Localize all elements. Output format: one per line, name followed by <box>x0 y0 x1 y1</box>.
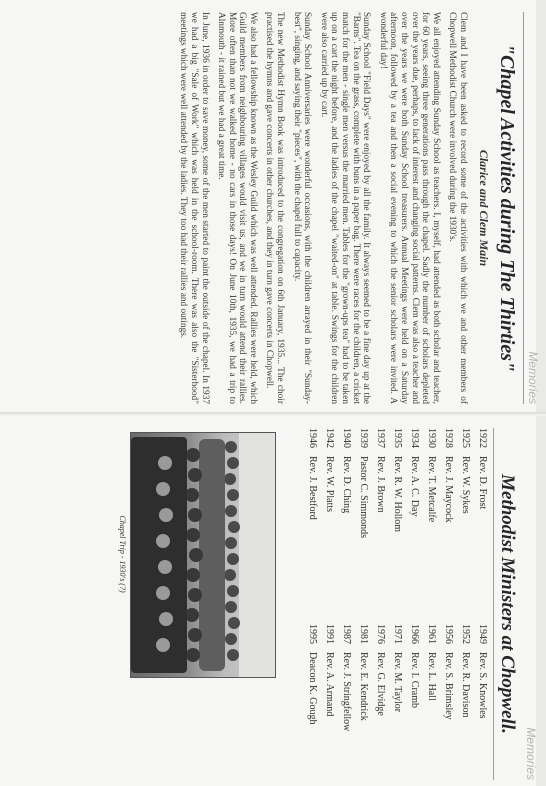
minister-name: Rev. T. Metcalfe <box>426 456 437 523</box>
minister-year: 1966 <box>409 624 420 644</box>
article-paragraph: We all enjoyed attending Sunday School as teachers. I, myself, had attended as both scholar and teacher, for 60 years, seeing three generations pass through the chapel. Sadly the number of scholars depleted over the years due, perhaps, to lack of interest and changing social patterns. Clem was also a teacher and over the years we were both Sunday School treasurers. Annual Meetings were held on a Saturday afternoon, followed by a tea and then a social evening to which the senior scholars were invited. A wonderful day! <box>377 12 441 404</box>
header-rule <box>523 12 524 404</box>
minister-name: Rev. E. Kendrick <box>358 652 369 721</box>
minister-entry <box>471 624 488 782</box>
ministers-column-left <box>301 428 488 618</box>
minister-name: Rev. R. W. Hollom <box>392 456 403 533</box>
article-title: "Chapel Activities during The Thirties" <box>496 43 518 373</box>
minister-entry <box>369 428 386 618</box>
article-paragraph: Sunday School Anniversaries were wonderful occasions, with the children arrayed in their "Sunday-best", singing, and saying their "pieces", with the chapel full to capacity. <box>291 12 313 404</box>
minister-entry <box>335 624 352 782</box>
section-tab: Memories <box>526 351 540 404</box>
minister-entry <box>420 428 437 618</box>
minister-name: Rev. S. Knowles <box>477 652 488 719</box>
ministers-panel <box>68 428 538 780</box>
minister-name: Rev. W. Platts <box>324 456 335 513</box>
minister-year: 1946 <box>307 428 318 448</box>
minister-entry <box>318 624 335 782</box>
article-paragraph: In June, 1936 in order to save money, some of the men started to paint the outside of the chapel. In 1937 we had a big "Sale of Work" which was held in the school-room. There was also the "Sisterhood" meetings which were well attended by the ladies. They too had their rallies and outings. <box>178 12 210 404</box>
minister-year: 1942 <box>324 428 335 448</box>
article-paragraph: The new Methodist Hymn Book was introduced to the congregation on 6th January, 1935... The choir practised the hymns and gave concerts in other churches, and they in turn gave concerts in Chopwell. <box>264 12 286 404</box>
minister-year: 1995 <box>307 624 318 644</box>
page-fold <box>0 412 546 416</box>
minister-name: Rev. S. Brimsley <box>443 652 454 720</box>
ministers-title: Methodist Ministers at Chopwell. <box>497 474 518 734</box>
minister-name: Pastor C. Simmonds <box>358 456 369 538</box>
minister-entry <box>437 428 454 618</box>
minister-year: 1922 <box>477 428 488 448</box>
article-paragraph: Sunday School "Field Days" were enjoyed by all the family. It always seemed to be a fine day up at the "Barns". Tea on the grass, complete with buns in a paper bag. There were races for the children, a cricket match for the men - single men versus the married men. Tables for the "grown-ups tea" had to be taken up on a cart the night before, and the ladies of the chapel "waited-on" at table. Swings for the children were also carried up by cart. <box>318 12 372 404</box>
article-body <box>172 12 468 404</box>
minister-entry <box>352 428 369 618</box>
minister-name: Rev. D. Ching <box>341 456 352 514</box>
minister-entry <box>471 428 488 618</box>
minister-year: 1971 <box>392 624 403 644</box>
minister-entry <box>369 624 386 782</box>
minister-entry <box>335 428 352 618</box>
minister-year: 1987 <box>341 624 352 644</box>
minister-year: 1956 <box>443 624 454 644</box>
minister-name: Rev. J. Brown <box>375 456 386 513</box>
minister-name: Rev. D. Frost <box>477 456 488 510</box>
minister-entry <box>437 624 454 782</box>
minister-name: Rev. R. Davison <box>460 652 471 718</box>
article-authors: Clarice and Clem Main <box>477 149 491 267</box>
minister-name: Rev. G. Elvidge <box>375 652 386 716</box>
minister-entry <box>403 624 420 782</box>
minister-entry <box>301 428 318 618</box>
crowd-figures <box>131 433 245 677</box>
article-paragraph: We also had a fellowship known as the Wesley Guild which was well attended. Rallies were held, which Guild members from neighbouring villages would visit us, and we in turn would attend their rallies. More often than not we walked home - no cars in those days! On June 10th, 1935, we had a trip to Alnmouth - it rained but we had a great time. <box>216 12 258 404</box>
minister-year: 1937 <box>375 428 386 448</box>
minister-name: Rev. J. Bestford <box>307 456 318 520</box>
minister-name: Rev. W. Sykes <box>460 456 471 514</box>
minister-entry <box>403 428 420 618</box>
minister-year: 1976 <box>375 624 386 644</box>
minister-name: Rev. L. Hall <box>426 652 437 701</box>
minister-entry <box>386 624 403 782</box>
minister-year: 1925 <box>460 428 471 448</box>
minister-entry <box>301 624 318 782</box>
minister-name: Rev. I. Cramb <box>409 652 420 709</box>
minister-year: 1961 <box>426 624 437 644</box>
section-tab: Memories <box>524 727 538 780</box>
minister-year: 1991 <box>324 624 335 644</box>
minister-year: 1935 <box>392 428 403 448</box>
minister-name: Rev. J. Maycock <box>443 456 454 523</box>
minister-year: 1928 <box>443 428 454 448</box>
minister-year: 1930 <box>426 428 437 448</box>
minister-year: 1949 <box>477 624 488 644</box>
ministers-column-right <box>301 624 488 782</box>
photo-caption: Chapel Trip - 1930's (?) <box>118 515 127 593</box>
minister-entry <box>352 624 369 782</box>
article-panel <box>90 12 540 404</box>
minister-entry <box>454 428 471 618</box>
minister-name: Rev. A. C. Day <box>409 456 420 517</box>
article-paragraph: Clem and I have been asked to record some of the activities with which we and other members of Chopwell Methodist Church were involved during the 1930's. <box>447 12 468 404</box>
minister-year: 1934 <box>409 428 420 448</box>
title-rule <box>493 428 494 780</box>
minister-year: 1952 <box>460 624 471 644</box>
minister-entry <box>454 624 471 782</box>
minister-year: 1940 <box>341 428 352 448</box>
chapel-trip-photo <box>116 432 276 676</box>
minister-name: Rev. A. Armand <box>324 652 335 717</box>
group-photograph <box>130 432 276 678</box>
minister-year: 1939 <box>358 428 369 448</box>
minister-entry <box>318 428 335 618</box>
minister-entry <box>386 428 403 618</box>
minister-year: 1981 <box>358 624 369 644</box>
minister-name: Rev. J. Stringfellow <box>341 652 352 732</box>
minister-name: Rev. M. Taylor <box>392 652 403 713</box>
minister-name: Deacon K. Gough <box>307 652 318 725</box>
minister-entry <box>420 624 437 782</box>
